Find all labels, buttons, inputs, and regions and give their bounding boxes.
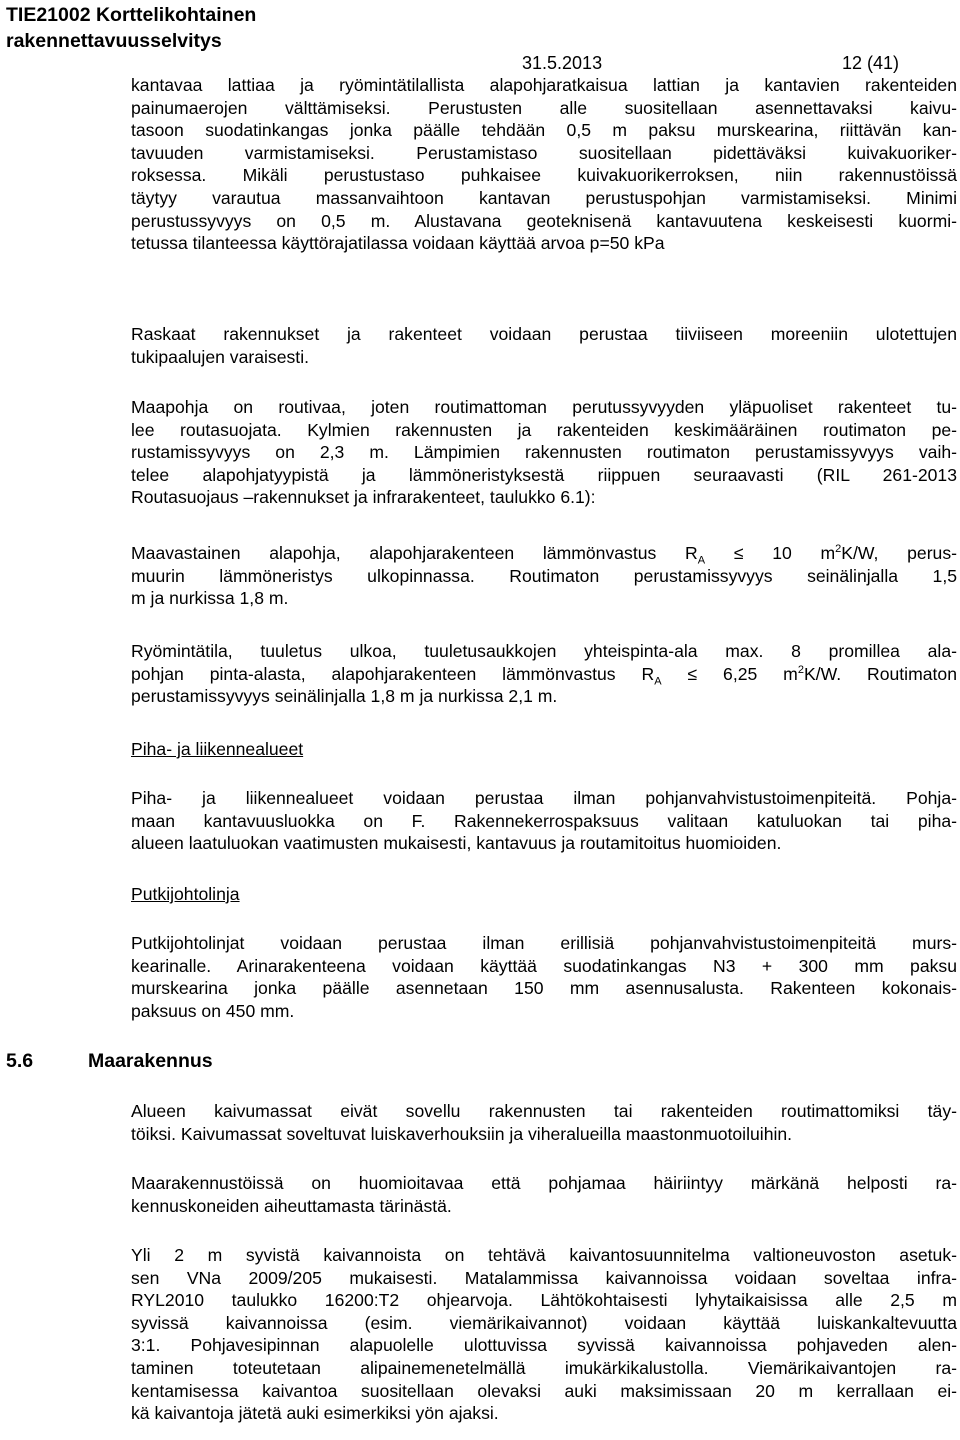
text-line: Maavastainen alapohja, alapohjarakenteen lämmönvastus $R_A \le 10$ $m^2K/W$, perus- [131, 543, 958, 567]
text-line: perustussyvyys on 0,5 m. Alustavana geoteknisenä kantavuutena keskeisesti kuormi- [131, 210, 957, 231]
text-line: RYL2010 taulukko 16200:T2 ohjearvoja. Lähtökohtaisesti lyhytaikaisissa alle 2,5 m [131, 1290, 957, 1311]
paragraph-ground-floor [131, 542, 957, 610]
text-line: tasoon suodatinkangas jonka päälle tehdään 0,5 m paksu murskearina, riittävän kan- [131, 120, 957, 141]
text-line: kä kaivantoja jätetä auki esimerkiksi yön ajaksi. [131, 1403, 499, 1424]
document-title-line2: rakennettavuusselvitys [6, 30, 222, 52]
text-line: Alueen kaivumassat eivät sovellu rakennusten tai rakenteiden routimattomiksi täy- [131, 1101, 957, 1121]
text-line: perustamissyvyys seinälinjalla 1,8 m ja nurkissa 2,1 m. [131, 686, 558, 707]
text-line: Yli 2 m syvistä kaivannoista on tehtävä kaivantosuunnitelma valtioneuvoston asetuk- [131, 1245, 957, 1265]
text-line: telee alapohjatyypistä ja lämmöneristyksestä riippuen seuraavasti (RIL 261-2013 [131, 464, 957, 485]
text-line: Maarakennustöissä on huomioitavaa että pohjamaa häiriintyy märkänä helposti ra- [131, 1173, 957, 1193]
paragraph-yard-traffic [131, 787, 957, 855]
text-line: pohjan pinta-alasta, alapohjarakenteen lämmönvastus $R_A \le 6,25$ $m^2K/W$. Routimaton [131, 663, 957, 688]
text-line: kearinalle. Arinarakenteena voidaan käyttää suodatinkangas N3 + 300 mm paksu [131, 955, 957, 976]
text-line: lee routasuojata. Kylmien rakennusten ja rakenteiden keskimääräinen routimaton pe- [131, 419, 957, 440]
text-line: tukipaalujen varaisesti. [131, 346, 309, 367]
section-number: 5.6 [6, 1050, 34, 1072]
text-line: m ja nurkissa 1,8 m. [131, 588, 289, 609]
text-line: tetussa tilanteessa käyttörajatilassa voidaan käyttää arvoa p=50 kPa [131, 233, 665, 254]
text-line: syvissä kaivannoissa (esim. viemärikaivannot) voidaan käyttää luiskankaltevuutta [131, 1312, 957, 1333]
paragraph-excavated-soil [131, 1100, 957, 1145]
text-line: töiksi. Kaivumassat soveltuvat luiskaverhouksiin ja viheralueilla maastonmuotoiluihin. [131, 1123, 793, 1144]
paragraph-frost [131, 396, 957, 509]
text-line: kentamisessa kaivantoa suositellaan olevaksi auki maksimissaan 20 m kerrallaan ei- [131, 1380, 957, 1401]
text-line: murskearina jonka päälle asennetaan 150 mm asennusalusta. Rakenteen kokonais- [131, 978, 957, 999]
text-line: Routasuojaus –rakennukset ja infrarakenteet, taulukko 6.1): [131, 487, 596, 508]
document-date: 31.5.2013 [522, 53, 603, 73]
text-line: Maapohja on routivaa, joten routimattoman perutussyvyyden yläpuoliset rakenteet tu- [131, 397, 957, 417]
text-line: paksuus on 450 mm. [131, 1000, 295, 1021]
text-line: Raskaat rakennukset ja rakenteet voidaan perustaa tiiviiseen moreeniin ulotettujen [131, 324, 957, 344]
text-line: roksessa. Mikäli perustustaso puhkaisee kuivakuorikerroksen, niin rakennustöissä [131, 165, 957, 186]
paragraph-foundation [131, 74, 957, 255]
text-line: alueen laatuluokan vaatimusten mukaisesti, kantavuus ja routamitoitus huomioiden. [131, 833, 782, 854]
text-line: Putkijohtolinjat voidaan perustaa ilman erillisiä pohjanvahvistustoimenpiteitä murs- [131, 933, 957, 953]
paragraph-excavation-plan [131, 1244, 957, 1425]
section-title: Maarakennus [88, 1050, 213, 1072]
subheading-yard-traffic: Piha- ja liikennealueet [131, 739, 304, 759]
page-number: 12 (41) [842, 53, 900, 73]
document-title [6, 2, 256, 54]
text-line: rustamissyvyys on 2,3 m. Lämpimien rakennusten routimaton perustamissyvyys vaih- [131, 442, 957, 463]
text-line: täytyy varautua massanvaihtoon kantavan perustuspohjan varmistamiseksi. Minimi [131, 187, 957, 208]
paragraph-pipeline [131, 932, 957, 1022]
paragraph-crawlspace [131, 640, 957, 708]
document-title-line1: TIE21002 Korttelikohtainen [6, 4, 257, 26]
text-line: Piha- ja liikennealueet voidaan perustaa ilman pohjanvahvistustoimenpiteitä. Pohja- [131, 788, 957, 808]
section-heading [6, 1048, 213, 1074]
text-line: kennuskoneiden aiheuttamasta tärinästä. [131, 1195, 452, 1216]
text-line: taminen toteutetaan alipainemenetelmällä imukärkikalustolla. Viemärikaivantojen ra- [131, 1357, 957, 1378]
paragraph-vibration [131, 1172, 957, 1217]
text-line: muurin lämmöneristys ulkopinnassa. Routimaton perustamissyvyys seinälinjalla 1,5 [131, 565, 957, 586]
text-line: sen VNa 2009/205 mukaisesti. Matalammissa kaivannoissa voidaan soveltaa infra- [131, 1267, 957, 1288]
text-line: painumaerojen välttämiseksi. Perustusten alle suositellaan asennettavaksi kaivu- [131, 97, 957, 118]
text-line: Ryömintätila, tuuletus ulkoa, tuuletusaukkojen yhteispinta-ala max. 8 promillea ala- [131, 641, 957, 661]
subheading-pipeline: Putkijohtolinja [131, 884, 240, 904]
text-line: 3:1. Pohjavesipinnan alapuolelle ulottuvissa syvissä kaivannoissa pohjaveden alen- [131, 1335, 957, 1356]
text-line: tavuuden varmistamiseksi. Perustamistaso suositellaan pidettäväksi kuivakuoriker- [131, 142, 957, 163]
text-line: kantavaa lattiaa ja ryömintätilallista alapohjaratkaisua lattian ja kantavien rakenteiden [131, 75, 957, 95]
text-line: maan kantavuusluokka on F. Rakennekerrospaksuus valitaan katuluokan tai piha- [131, 810, 957, 831]
paragraph-heavy-buildings [131, 323, 957, 368]
